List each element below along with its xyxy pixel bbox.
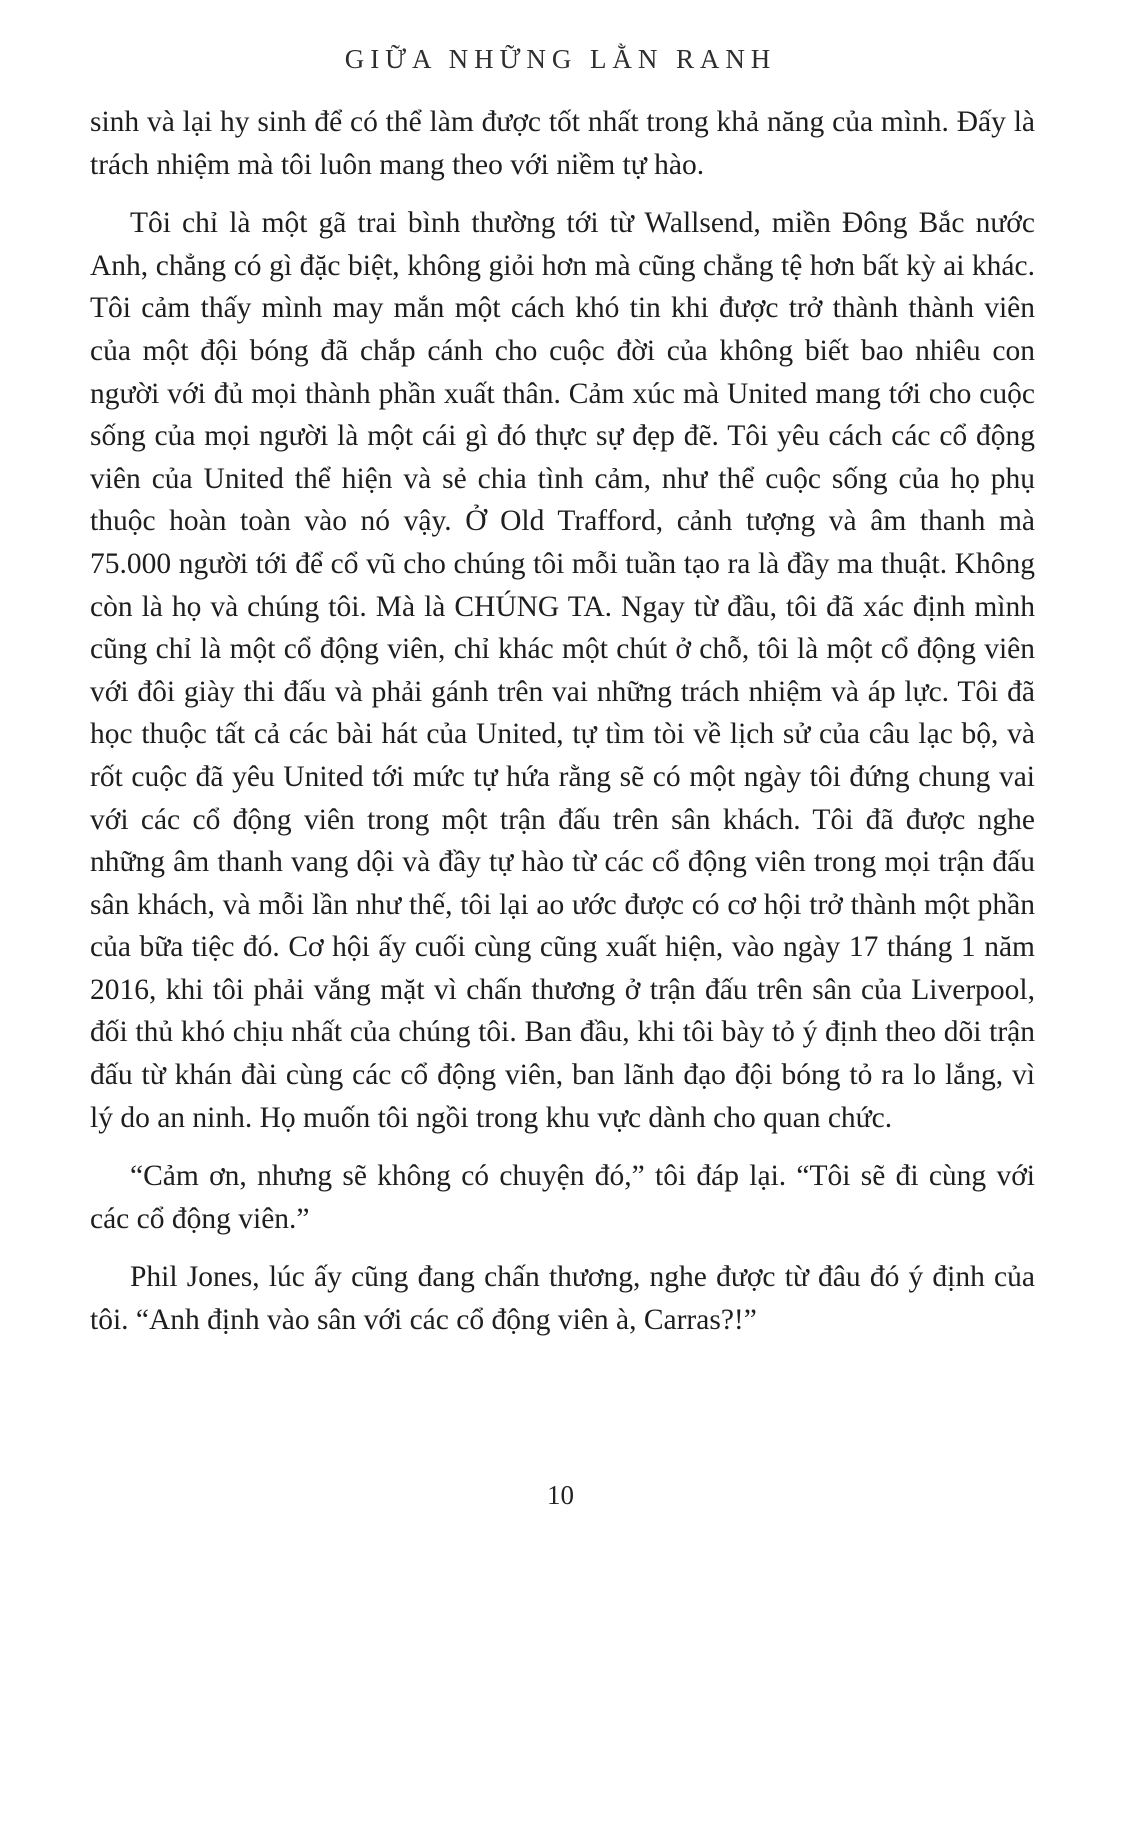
paragraph-main: Tôi chỉ là một gã trai bình thường tới từ Wallsend, miền Đông Bắc nước Anh, chẳng có gì đặc biệt, không giỏi hơn mà cũng chẳng tệ hơn bất kỳ ai khác. Tôi cảm thấy mình may mắn một cách khó tin khi được trở thành thành viên của một đội bóng đã chắp cánh cho cuộc đời của không biết bao nhiêu con người với đủ mọi thành phần xuất thân. Cảm xúc mà United mang tới cho cuộc sống của mọi người là một cái gì đó thực sự đẹp đẽ. Tôi yêu cách các cổ động viên của United thể hiện và sẻ chia tình cảm, như thể cuộc sống của họ phụ thuộc hoàn toàn vào nó vậy. Ở Old Trafford, cảnh tượng và âm thanh mà 75.000 người tới để cổ vũ cho chúng tôi mỗi tuần tạo ra là đầy ma thuật. Không còn là họ và chúng tôi. Mà là CHÚNG TA. Ngay từ đầu, tôi đã xác định mình cũng chỉ là một cổ động viên, chỉ khác một chút ở chỗ, tôi là một cổ động viên với đôi giày thi đấu và phải gánh trên vai những trách nhiệm và áp lực. Tôi đã học thuộc tất cả các bài hát của United, tự tìm tòi về lịch sử của câu lạc bộ, và rốt cuộc đã yêu United tới mức tự hứa rằng sẽ có một ngày tôi đứng chung vai với các cổ động viên trong một trận đấu trên sân khách. Tôi đã được nghe những âm thanh vang dội và đầy tự hào từ các cổ động viên trong mọi trận đấu sân khách, và mỗi lần như thế, tôi lại ao ước được có cơ hội trở thành một phần của bữa tiệc đó. Cơ hội ấy cuối cùng cũng xuất hiện, vào ngày 17 tháng 1 năm 2016, khi tôi phải vắng mặt vì chấn thương ở trận đấu trên sân của Liverpool, đối thủ khó chịu nhất của chúng tôi. Ban đầu, khi tôi bày tỏ ý định theo dõi trận đấu từ khán đài cùng các cổ động viên, ban lãnh đạo đội bóng tỏ ra lo lắng, vì lý do an ninh. Họ muốn tôi ngồi trong khu vực dành cho quan chức.	[90, 207, 1035, 1134]
paragraph-quote-reply: “Cảm ơn, nhưng sẽ không có chuyện đó,” tôi đáp lại. “Tôi sẽ đi cùng với các cổ động viên.”	[90, 1160, 1035, 1235]
paragraph-phil-jones: Phil Jones, lúc ấy cũng đang chấn thương, nghe được từ đâu đó ý định của tôi. “Anh định vào sân với các cổ động viên à, Carras?!”	[90, 1261, 1035, 1337]
page-body	[90, 101, 1035, 1358]
page-number: 10	[547, 1480, 574, 1510]
paragraph-continuation: sinh và lại hy sinh để có thể làm được tốt nhất trong khả năng của mình. Đấy là trách nhiệm mà tôi luôn mang theo với niềm tự hào.	[90, 106, 1035, 181]
running-header: GIỮA NHỮNG LẰN RANH	[344, 44, 777, 74]
